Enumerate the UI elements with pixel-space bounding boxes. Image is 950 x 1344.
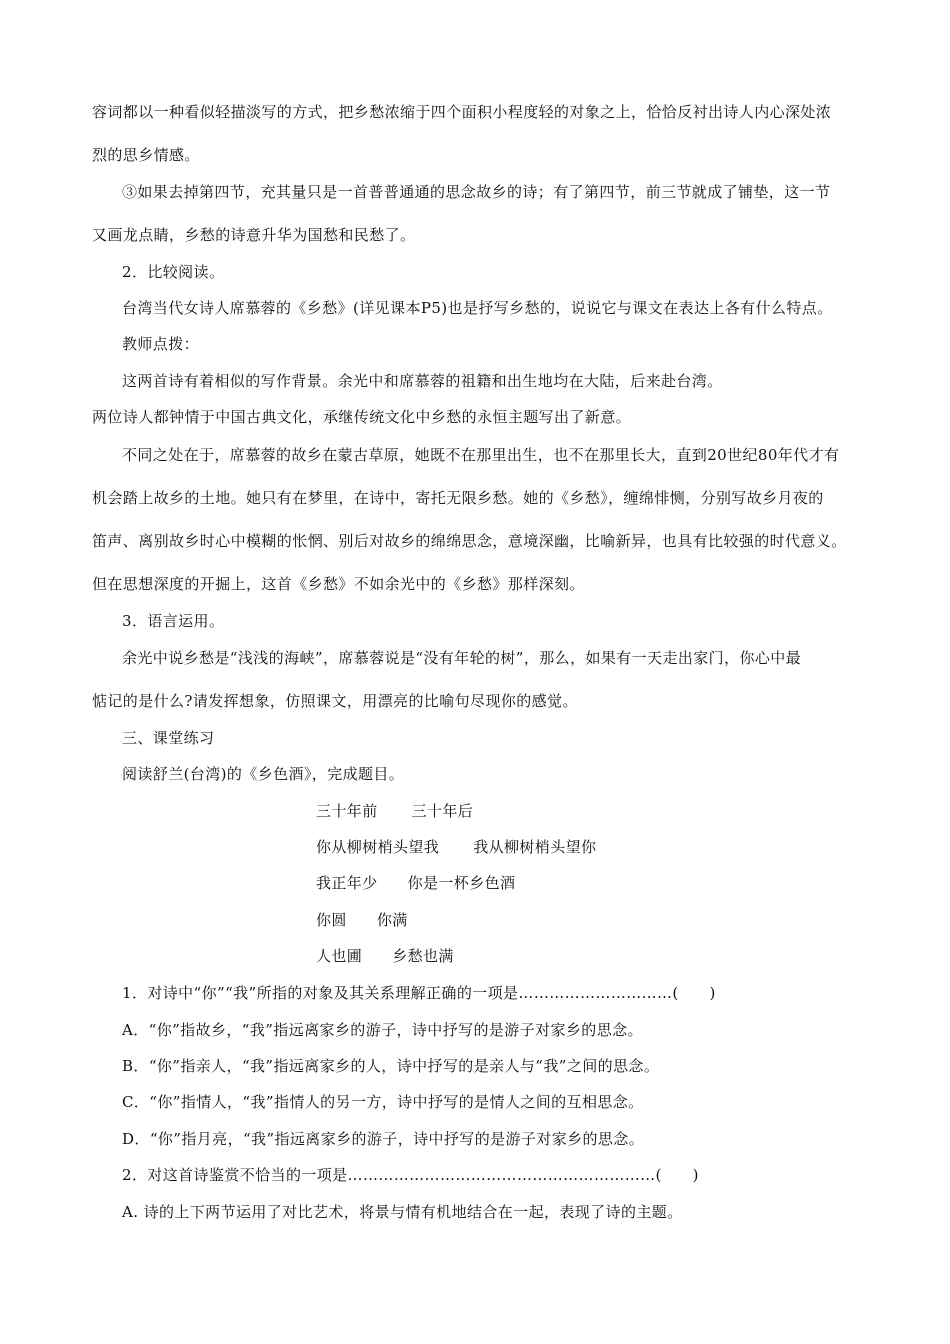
poem-line — [316, 837, 596, 857]
paragraph-line: 两位诗人都钟情于中国古典文化，承继传统文化中乡愁的永恒主题写出了新意。 — [92, 408, 632, 426]
question-option: C．“你”指情人，“我”指情人的另一方，诗中抒写的是情人之间的互相思念。 — [122, 1093, 644, 1111]
paragraph-line: 笛声、离别故乡时心中模糊的怅惘、别后对故乡的绵绵思念，意境深幽，比喻新异，也具有比较强的时代意义。 — [92, 532, 847, 550]
poem-line — [316, 801, 473, 821]
paragraph-line: 阅读舒兰(台湾)的《乡色酒》，完成题目。 — [122, 765, 405, 783]
question: 1．对诗中“你”“我”所指的对象及其关系理解正确的一项是…………………………( ) — [122, 984, 716, 1002]
poem-text: 你圆 — [316, 911, 347, 929]
poem-text: 乡愁也满 — [392, 947, 454, 965]
paragraph-line: 机会踏上故乡的土地。她只有在梦里，在诗中，寄托无限乡愁。她的《乡愁》，缠绵悱恻，分别写故乡月夜的 — [92, 489, 824, 507]
paragraph-line: 台湾当代女诗人席慕蓉的《乡愁》(详见课本P5)也是抒写乡愁的，说说它与课文在表达上各有什么特点。 — [122, 299, 833, 317]
paragraph-line: 惦记的是什么?请发挥想象，仿照课文，用漂亮的比喻句尽现你的感觉。 — [92, 692, 578, 710]
poem-text: 人也圃 — [316, 947, 363, 965]
paragraph-line: 教师点拨： — [122, 335, 200, 353]
poem-line — [316, 910, 408, 930]
subheading: 3．语言运用。 — [122, 612, 225, 630]
poem-line — [316, 873, 515, 893]
paragraph-line: 但在思想深度的开掘上，这首《乡愁》不如余光中的《乡愁》那样深刻。 — [92, 575, 585, 593]
question-option: A. 诗的上下两节运用了对比艺术，将景与情有机地结合在一起，表现了诗的主题。 — [122, 1203, 683, 1221]
poem-text: 三十年前 — [316, 802, 378, 820]
poem-line — [316, 946, 454, 966]
poem-text: 你从柳树梢头望我 — [316, 838, 440, 856]
section-heading: 三、课堂练习 — [122, 729, 215, 747]
paragraph-line: 又画龙点睛，乡愁的诗意升华为国愁和民愁了。 — [92, 226, 416, 244]
paragraph-line: 这两首诗有着相似的写作背景。余光中和席慕蓉的祖籍和出生地均在大陆，后来赴台湾。 — [122, 372, 723, 390]
paragraph-line: 容词都以一种看似轻描淡写的方式，把乡愁浓缩于四个面积小程度轻的对象之上，恰恰反衬出诗人内心深处浓 — [92, 103, 832, 121]
subheading: 2．比较阅读。 — [122, 263, 225, 281]
question: 2．对这首诗鉴赏不恰当的一项是……………………………………………………( ) — [122, 1166, 699, 1184]
question-option: B．“你”指亲人，“我”指远离家乡的人，诗中抒写的是亲人与“我”之间的思念。 — [122, 1057, 660, 1075]
question-option: A．“你”指故乡，“我”指远离家乡的游子，诗中抒写的是游子对家乡的思念。 — [122, 1021, 643, 1039]
poem-text: 我从柳树梢头望你 — [473, 838, 597, 856]
paragraph-line: 余光中说乡愁是“浅浅的海峡”，席慕蓉说是“没有年轮的树”，那么，如果有一天走出家门，你心中最 — [122, 649, 802, 667]
poem-text: 我正年少 — [316, 874, 378, 892]
poem-text: 你是一杯乡色酒 — [407, 874, 516, 892]
poem-text: 你满 — [376, 911, 408, 929]
poem-text: 三十年后 — [411, 802, 474, 820]
paragraph-line: 烈的思乡情感。 — [92, 146, 200, 164]
paragraph-line: ③如果去掉第四节，充其量只是一首普普通通的思念故乡的诗；有了第四节，前三节就成了铺垫，这一节 — [122, 183, 831, 201]
question-option: D．“你”指月亮，“我”指远离家乡的游子，诗中抒写的是游子对家乡的思念。 — [122, 1130, 645, 1148]
paragraph-line: 不同之处在于，席慕蓉的故乡在蒙古草原，她既不在那里出生，也不在那里长大，直到20世纪80年代才有 — [122, 446, 840, 464]
